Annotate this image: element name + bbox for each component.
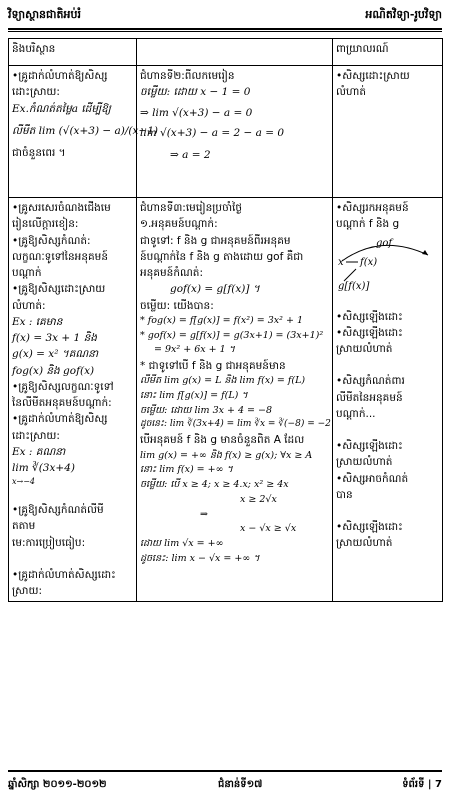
gfx-label: g[f(x)] — [338, 280, 370, 292]
page-header — [8, 8, 442, 26]
formula-line: g(x) = x² ។គណនា — [12, 348, 99, 361]
formula-line: ដូចនេះ: lim x − √x = +∞ ។ — [140, 552, 260, 564]
text-line: បាន — [336, 488, 353, 501]
text-line: Ex : គណនា — [12, 445, 66, 458]
text-line: លីមីតនៃអនុគមន៍ — [336, 391, 403, 404]
text-line: Ex.កំណត់តម្លៃa ដើម្បីឱ្យ — [12, 102, 111, 115]
text-line: លំហាត់: — [12, 299, 46, 312]
text-line: ១.អនុគមន៍បណ្តាក់: — [140, 218, 218, 231]
text-line: •គ្រូឱ្យសិស្សដោះស្រាយ — [12, 283, 106, 296]
formula-line: ចម្លើយ: បើ x ≥ 4; x ≥ 4.x; x² ≥ 4x — [140, 479, 289, 491]
text-line: បណ្តាក់ f និង g — [336, 218, 400, 231]
formula-line: ⇒ a = 2 — [170, 149, 211, 162]
column-header: ពាយ្រាលរណ៍ — [333, 39, 443, 66]
formula-line: ដូចនេះ: lim ∛(3x+4) = lim ∛x = ∛(−8) = −2 — [140, 419, 331, 430]
teacher-activity-cell — [9, 66, 159, 198]
text-line: អនុគមន៍កំណត់: — [140, 267, 204, 280]
formula-line: * gof(x) = g[f(x)] = g(3x+1) = (3x+1)² — [140, 329, 324, 341]
text-line: បណ្តាក់... — [336, 407, 376, 420]
text-line: * ជាទូទៅបើ f និង g ជាអនុគមន៍មាន — [140, 360, 286, 373]
footer-school-year: ឆ្នាំសិក្សា ២០១១-២០១២ — [8, 779, 107, 790]
text-line: ស្រាយលំហាត់ — [336, 537, 393, 550]
gof-label: gof — [376, 237, 393, 249]
text-line: ចម្លើយ: យើងបាន: — [140, 299, 214, 312]
text-line: •សិស្សដោះស្រាយ — [336, 70, 410, 82]
text-line: •សិស្សឡើងដោះ — [336, 310, 403, 323]
formula-line: = 9x² + 6x + 1 ។ — [154, 344, 235, 356]
text-line: ដោះស្រាយ: — [12, 429, 60, 442]
x-label: x — [338, 256, 344, 268]
student-activity-cell — [333, 66, 443, 198]
g-arrow — [344, 269, 356, 281]
text-line: នៃលីមីតអនុគមន៍បណ្តាក់: — [12, 397, 112, 410]
table-row — [9, 66, 443, 198]
footer-page-number: ទំព័រទី | 7 — [402, 779, 442, 790]
formula-line: lim √(x+3) − a = 2 − a = 0 — [140, 126, 285, 139]
header-rule — [8, 28, 442, 30]
header-rule-thin — [8, 31, 442, 32]
formula-line: lim g(x) = +∞ និង f(x) ≥ g(x); ∀x ≥ A — [140, 449, 313, 461]
text-line: Ex : គេមាន — [12, 315, 63, 328]
fx-label: f(x) — [360, 256, 378, 268]
formula-line: នោះ lim f(x) = +∞ ។ — [140, 464, 233, 476]
header-right-title: អណិតវិទ្យា-រូបវិទ្យា — [365, 8, 442, 21]
text-line: ស្រាយលំហាត់ — [336, 456, 393, 469]
text-line: ជំហានទី២:ពីលកមេរៀន — [140, 70, 235, 82]
text-line: បើអនុគមន៍ f និង g មានចំនួនពិត A ដែល — [140, 434, 305, 447]
formula-line: gof(x) = g[f(x)] ។ — [170, 283, 260, 296]
formula-line: ⇒ — [200, 508, 208, 520]
text-line: •គ្រូដាក់លំហាត់ឱ្យសិស្ស — [12, 70, 108, 82]
text-line: តតាម — [12, 520, 36, 533]
text-line: លំហាត់ — [336, 86, 366, 99]
formula-line: ចម្លើយ: ដោយ x − 1 = 0 — [140, 86, 251, 99]
formula-subscript: x→−4 — [12, 476, 36, 486]
text-line: •គ្រូដាក់លំហាត់សិស្សដោះ — [12, 568, 116, 581]
content-cell — [137, 198, 333, 602]
text-line: •សិស្សឡើងដោះ — [336, 326, 403, 339]
lesson-table — [8, 38, 443, 602]
table-header-row — [9, 39, 443, 66]
formula-line: lim ∛(3x+4) — [12, 462, 75, 475]
formula-line: f(x) = 3x + 1 និង — [12, 332, 97, 345]
text-line: ជាទូទៅ: f និង g ជាអនុគមន៍ពីរអនុគម — [140, 234, 291, 247]
text-line: បណ្តាក់ — [12, 267, 42, 280]
formula-line: x − √x ≥ √x — [240, 523, 297, 535]
formula-line: x ≥ 2√x — [240, 493, 277, 505]
formula-line: fog(x) និង gof(x) — [12, 364, 95, 377]
formula-line: ដោយ lim √x = +∞ — [140, 537, 224, 549]
text-line: ន៍បណ្តាក់នៃ f និង g តាងដោយ gof គឺជា — [140, 250, 304, 263]
text-line: ស្រាយ: — [12, 585, 42, 598]
text-line: រៀនលើក្តារខៀន: — [12, 218, 79, 231]
student-activity-cell — [333, 198, 443, 602]
formula-line: ⇒ lim √(x+3) − a = 0 — [140, 106, 253, 119]
formula-line: * fog(x) = f[g(x)] = f(x²) = 3x² + 1 — [140, 314, 303, 326]
text-line: មេ:ការប្រៀបធៀប: — [12, 536, 86, 549]
text-line: •គ្រូឱ្យសិស្សលក្ខណៈទូទៅ — [12, 380, 114, 393]
text-line: •សិស្សរកអនុគមន៍ — [336, 202, 409, 214]
footer-generation: ជំនាន់ទី១៧ — [218, 779, 263, 790]
composition-diagram — [336, 235, 436, 293]
text-line: •សិស្សអាចកំណត់ — [336, 472, 409, 485]
column-header — [137, 39, 333, 66]
content-cell — [137, 66, 333, 198]
text-line: ជាចំនួនពេរ ។ — [12, 147, 66, 160]
text-line: លក្ខណៈទូទៅនៃអនុគមន៍ — [12, 250, 109, 263]
text-line: ជំហានទី៣:មេរៀនប្រចាំថ្ងៃ — [140, 202, 243, 214]
header-left-title: វិទ្យាស្ថានជាតិអប់រំ — [8, 8, 81, 21]
text-line: ស្រាយលំហាត់ — [336, 343, 393, 356]
footer-rule — [8, 770, 442, 772]
teacher-activity-cell — [9, 198, 137, 602]
column-header: និងបរិស្ថាន — [9, 39, 137, 66]
text-line: •គ្រូឱ្យសិស្សកំណត់លីមី — [12, 504, 104, 517]
text-line: •គ្រូសរសេរចំណងជើងមេ — [12, 202, 111, 214]
text-line: •គ្រូឱ្យសិស្សកំណត់: — [12, 234, 91, 247]
text-line: ដោះស្រាយ: — [12, 86, 60, 99]
text-line: •គ្រូដាក់លំហាត់ឱ្យសិស្ស — [12, 413, 108, 426]
text-line: •សិស្សកំណត់ពារ — [336, 375, 405, 388]
formula-line: នោះ lim f[g(x)] = f(L) ។ — [140, 390, 248, 401]
formula-line: លីមីត lim g(x) = L និង lim f(x) = f(L) — [140, 375, 306, 387]
formula-line: លីមីត lim (√(x+3) − a)/(x−1) — [12, 124, 159, 137]
table-row — [9, 198, 443, 602]
text-line: •សិស្សឡើងដោះ — [336, 521, 403, 534]
text-line: •សិស្សឡើងដោះ — [336, 440, 403, 453]
formula-line: ចម្លើយ: ដោយ lim 3x + 4 = −8 — [140, 404, 273, 416]
